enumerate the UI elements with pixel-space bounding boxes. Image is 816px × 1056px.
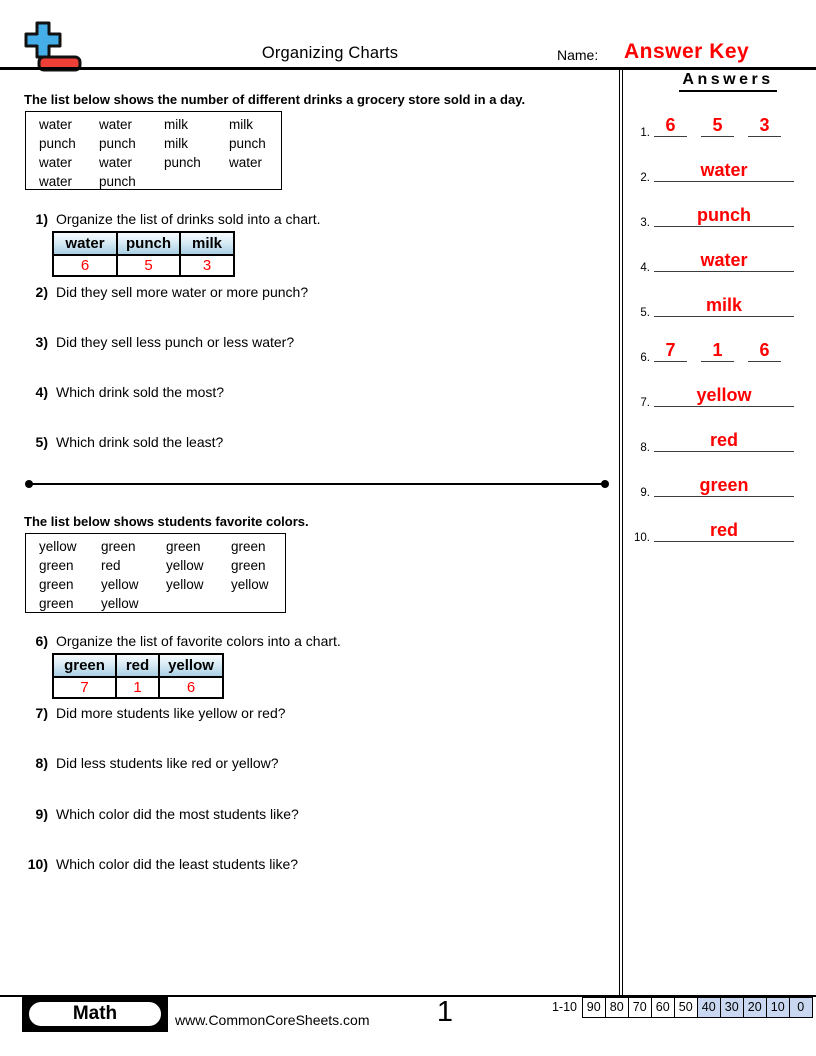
answer-blank (654, 205, 794, 227)
answer-number: 5. (640, 307, 650, 319)
list-item: green (231, 558, 266, 573)
chart-header-cell: red (116, 654, 159, 677)
chart-value-cell: 3 (180, 255, 234, 276)
answer-blank (654, 385, 794, 407)
drinks-chart-table (52, 231, 235, 277)
answer-number: 2. (640, 172, 650, 184)
answer-blank (654, 250, 794, 272)
score-range-label: 1-10 (551, 1000, 577, 1014)
list-item: water (229, 155, 263, 170)
score-cell: 40 (697, 997, 722, 1018)
question-6 (20, 633, 341, 649)
answer-number: 8. (640, 442, 650, 454)
chart-header-cell: punch (117, 232, 180, 255)
question-text: Which color did the most students like? (56, 806, 299, 822)
list-item: water (39, 174, 73, 189)
answer-value: water (700, 160, 748, 180)
question-7 (20, 705, 286, 721)
section1-data-list (25, 111, 282, 190)
list-item: milk (164, 136, 188, 151)
question-number: 5) (35, 434, 48, 450)
answer-value: 7 (665, 340, 676, 360)
answers-column-divider (619, 69, 623, 995)
answer-value: green (699, 475, 749, 495)
section1-heading: The list below shows the number of different drinks a grocery store sold in a day. (24, 92, 526, 107)
question-number: 9) (35, 806, 48, 822)
chart-header-cell: water (53, 232, 117, 255)
list-item: yellow (101, 577, 139, 592)
list-item: red (101, 558, 121, 573)
answer-blanks (654, 115, 795, 137)
answer-row-8 (630, 415, 812, 457)
list-item: milk (164, 117, 188, 132)
answer-number: 4. (640, 262, 650, 274)
question-text: Organize the list of favorite colors into a chart. (56, 633, 341, 649)
score-cell: 20 (743, 997, 768, 1018)
page-number: 1 (436, 996, 454, 1028)
subject-badge (22, 997, 168, 1032)
list-item: yellow (166, 558, 204, 573)
answer-blank (701, 115, 734, 137)
answer-row-7 (630, 370, 812, 412)
answer-number: 7. (640, 397, 650, 409)
chart-header-cell: milk (180, 232, 234, 255)
question-4 (20, 384, 224, 400)
question-text: Which drink sold the most? (56, 384, 225, 400)
score-cell: 80 (605, 997, 630, 1018)
list-item: green (231, 539, 266, 554)
answer-row-9 (630, 460, 812, 502)
answer-blank (654, 520, 794, 542)
answer-number: 10. (634, 532, 650, 544)
score-cell: 50 (674, 997, 699, 1018)
commoncoresheets-logo-icon (14, 20, 84, 79)
list-item (166, 594, 231, 613)
colors-chart-table (52, 653, 224, 699)
answer-row-1 (630, 100, 812, 142)
score-cell: 90 (582, 997, 607, 1018)
score-cell: 0 (789, 997, 814, 1018)
list-item: water (99, 117, 133, 132)
answer-blank (748, 115, 781, 137)
answer-row-10 (630, 505, 812, 547)
answer-blank (654, 475, 794, 497)
plus-icon (26, 23, 60, 57)
score-cell: 60 (651, 997, 676, 1018)
list-item: punch (99, 136, 136, 151)
chart-value-cell: 1 (116, 677, 159, 698)
answer-blank (701, 340, 734, 362)
question-number: 2) (35, 284, 48, 300)
list-item: punch (164, 155, 201, 170)
score-cell: 70 (628, 997, 653, 1018)
question-3 (20, 334, 294, 350)
divider-dot-icon (601, 480, 609, 488)
list-item: yellow (166, 577, 204, 592)
answer-number: 1. (640, 127, 650, 139)
question-number: 8) (35, 755, 48, 771)
answer-value: 5 (712, 115, 723, 135)
grading-scale (552, 997, 813, 1018)
question-text: Did they sell more water or more punch? (56, 284, 309, 300)
answer-number: 6. (640, 352, 650, 364)
answer-value: red (709, 430, 738, 450)
question-number: 7) (35, 705, 48, 721)
question-number: 6) (35, 633, 48, 649)
answer-value: 3 (759, 115, 770, 135)
question-text: Organize the list of drinks sold into a chart. (56, 211, 321, 227)
answer-blank (654, 295, 794, 317)
question-number: 10) (27, 856, 48, 872)
question-1 (20, 211, 321, 227)
website-url: www.CommonCoreSheets.com (175, 1012, 370, 1028)
question-text: Which drink sold the least? (56, 434, 224, 450)
answer-blank (654, 115, 687, 137)
answer-value: 1 (712, 340, 723, 360)
list-item (229, 172, 281, 191)
answer-value: milk (705, 295, 743, 315)
chart-header-cell: green (53, 654, 116, 677)
question-2 (20, 284, 308, 300)
list-item: punch (229, 136, 266, 151)
list-item: green (39, 577, 74, 592)
answer-row-3 (630, 190, 812, 232)
question-9 (20, 806, 299, 822)
answer-value: punch (697, 205, 751, 225)
score-cell: 10 (766, 997, 791, 1018)
question-text: Did more students like yellow or red? (56, 705, 286, 721)
answer-value: water (700, 250, 748, 270)
chart-value-cell: 6 (53, 255, 117, 276)
answer-value: 6 (665, 115, 676, 135)
list-item (164, 172, 229, 191)
list-item: green (101, 539, 136, 554)
subject-label: Math (27, 1000, 163, 1028)
question-10 (20, 856, 298, 872)
answer-value: red (709, 520, 738, 540)
section-divider (28, 483, 606, 485)
list-item: yellow (39, 539, 77, 554)
list-item: yellow (101, 596, 139, 611)
list-item (231, 594, 285, 613)
answer-row-5 (630, 280, 812, 322)
section2-heading: The list below shows students favorite colors. (24, 514, 309, 529)
list-item: punch (99, 174, 136, 189)
list-item: green (166, 539, 201, 554)
question-number: 4) (35, 384, 48, 400)
chart-value-cell: 5 (117, 255, 180, 276)
answer-row-2 (630, 145, 812, 187)
list-item: yellow (231, 577, 269, 592)
divider-dot-icon (25, 480, 33, 488)
answer-blank (654, 340, 687, 362)
answer-row-4 (630, 235, 812, 277)
question-text: Which color did the least students like? (56, 856, 299, 872)
question-text: Did they sell less punch or less water? (56, 334, 295, 350)
answer-number: 9. (640, 487, 650, 499)
list-item: punch (39, 136, 76, 151)
page-title: Organizing Charts (261, 44, 399, 62)
chart-value-cell: 7 (53, 677, 116, 698)
list-item: green (39, 596, 74, 611)
header-divider (0, 67, 816, 70)
answer-value: yellow (696, 385, 752, 405)
section2-data-list (25, 533, 286, 613)
question-8 (20, 755, 279, 771)
chart-header-cell: yellow (159, 654, 223, 677)
answers-panel-title: Answers (679, 71, 776, 92)
answer-blank (748, 340, 781, 362)
question-text: Did less students like red or yellow? (56, 755, 279, 771)
answer-row-6 (630, 325, 812, 367)
answer-blank (654, 430, 794, 452)
score-cell: 30 (720, 997, 745, 1018)
answers-panel-title-wrap (640, 71, 816, 92)
answer-number: 3. (640, 217, 650, 229)
question-number: 1) (35, 211, 48, 227)
list-item: water (99, 155, 133, 170)
name-label: Name: (557, 47, 599, 63)
list-item: water (39, 155, 73, 170)
answer-blanks (654, 340, 795, 362)
answer-blank (654, 160, 794, 182)
answer-value: 6 (759, 340, 770, 360)
chart-value-cell: 6 (159, 677, 223, 698)
list-item: water (39, 117, 73, 132)
question-number: 3) (35, 334, 48, 350)
question-5 (20, 434, 223, 450)
list-item: milk (229, 117, 253, 132)
list-item: green (39, 558, 74, 573)
answer-key-text: Answer Key (624, 40, 750, 63)
